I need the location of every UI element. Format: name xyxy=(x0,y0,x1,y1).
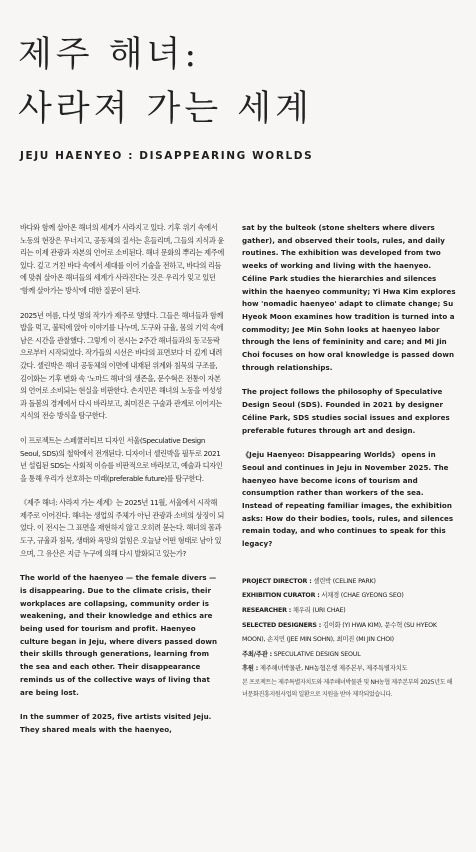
credit-value: 서채경 (CHAE GYEONG SEO) xyxy=(321,592,404,600)
english-paragraph: The project follows the philosophy of Speculative Design Seoul (SDS). Founded in 2021 by designer Céline Park, SDS studies social issues and explores preferable futures through art and design. xyxy=(242,387,450,435)
left-column xyxy=(20,222,224,749)
credit-line xyxy=(242,619,456,648)
right-column xyxy=(242,222,456,712)
english-paragraph: sat by the bulteok (stone shelters where divers gather), and observed their tools, rules, and daily routines. The exhibition was developed from two weeks of working and living with the haenyeo. Céline Park studies the hierarchies and silences within the haenyeo community; Yi Hwa Kim explores how 'nomadic haenyeo' adapt to climate change; Su Hyeok Moon examines how tradition is turned into a commodity; Jee Min Sohn looks at haenyeo labor through the lens of femininity and care; and Mi Jin Choi focuses on how oral knowledge is passed down through relationships. xyxy=(242,223,456,372)
credit-line xyxy=(242,662,456,677)
credit-value: SPECULATIVE DESIGN SEOUL xyxy=(273,650,361,658)
credit-value: 제주해녀박물관, NH농협은행 제주본부, 제주특별자치도 xyxy=(259,665,408,673)
korean-paragraph: 2025년 여름, 다섯 명의 작가가 제주로 향했다. 그들은 해녀들과 함께 밥을 먹고, 불턱에 앉아 이야기를 나누며, 도구와 규율, 몸의 기억 속에 남은 시간을 관찰했다. 그렇게 이 전시는 2주간 해녀들과의 동고동락으로부터 시작되었다. 작가들의 시선은 바다의 표면보다 더 깊게 내려갔다. 셀린박은 해녀 공동체의 이면에 내재된 위계와 침묵의 구조를, 김이화는 기후 변화 속 '노마드 해녀'의 생존을, 문수혁은 전통이 자본의 언어로 소비되는 현실을 비판한다. 손지민은 해녀의 노동을 여성성과 돌봄의 경계에서 다시 바라보고, 최미진은 구술과 관계로 이어지는 지식의 전승 방식을 탐구한다. xyxy=(20,310,224,421)
korean-paragraph: 《제주 해녀: 사라져 가는 세계》는 2025년 11월, 서울에서 시작해 제주로 이어진다. 해녀는 생업의 주체가 아닌 관광과 소비의 상징이 되었다. 이 전시는 그 표면을 재현하지 않고 오히려 묻는다. 해녀의 몸과 도구, 규율과 침묵, 생태와 욕망의 얽힘은 오늘날 어떤 형태로 남아 있으며, 그 유산은 지금 누구에 의해 다시 발화되고 있는가? xyxy=(20,498,224,558)
english-paragraph: In the summer of 2025, five artists visited Jeju. They shared meals with the haenyeo, xyxy=(20,712,212,734)
english-paragraph: 《Jeju Haenyeo: Disappearing Worlds》 opens in Seoul and continues in Jeju in November 2025. The haenyeo have become icons of tourism and consumption rather than workers of the sea. Instead of repeating familiar images, the exhibition asks: How do their bodies, tools, rules, and silences remain today, and who continues to speak for this legacy? xyxy=(242,450,454,549)
credit-value: 셀린박 (CELINE PARK) xyxy=(313,577,376,585)
support-note: 본 프로젝트는 제주특별자치도와 제주해녀박물관 및 NH농협 제주본부의 2025년도 해녀문화진흥지원사업의 일환으로 지원을 받아 제작되었습니다. xyxy=(242,679,453,698)
english-paragraph: The world of the haenyeo — the female divers — is disappearing. Due to the climate crisis, their workplaces are collapsing, community order is weakening, and their knowledge and ethics are being used for tourism and profit. Haenyeo culture began in Jeju, where divers passed down their skills through generations, learning from the sea and each other. Their disappearance reminds us of the collective ways of living that are being lost. xyxy=(20,573,218,697)
credit-label: SELECTED DESIGNERS : xyxy=(242,621,322,629)
credit-value: 채우리 (URI CHAE) xyxy=(292,607,346,615)
credit-label: EXHIBITION CURATOR : xyxy=(242,592,320,600)
credit-line xyxy=(242,589,456,604)
credit-line xyxy=(242,604,456,619)
credit-label: PROJECT DIRECTOR : xyxy=(242,577,312,585)
korean-paragraph: 바다와 함께 살아온 해녀의 세계가 사라지고 있다. 기후 위기 속에서 노동의 현장은 무너지고, 공동체의 질서는 흔들리며, 그들의 지식과 윤리는 이제 관광과 자본의 언어로 소비된다. 해녀 문화의 뿌리는 제주에 있다. 깊고 거친 바다 속에서 세대를 이어 기술을 전하고, 바다의 리듬에 맞춰 살아온 해녀들의 세계가 사라진다는 것은 우리가 잊고 있던 '함께 살아가는 방식'에 대한 질문이 된다. xyxy=(20,223,224,295)
page-title-line-2: 사라져 가는 세계 xyxy=(18,89,313,129)
credit-line xyxy=(242,575,456,590)
credit-label: RESEARCHER : xyxy=(242,607,292,615)
korean-paragraph: 이 프로젝트는 스페큘러티브 디자인 서울(Speculative Design Seoul, SDS)의 철학에서 전개된다. 디자이너 셀린박을 필두로 2021년 설립된 SDS는 사회적 이슈를 비판적으로 바라보고, 예술과 디자인을 통해 우리가 선호하는 미래(preferable future)를 탐구한다. xyxy=(20,435,223,483)
credit-value: 김이화 (YI HWA KIM), 문수혁 (SU HYEOK MOON), 손지민 (JEE MIN SOHN), 최미진 (MI JIN CHOI) xyxy=(242,621,437,644)
credit-label: 주최/주관 : xyxy=(242,650,272,658)
credit-line xyxy=(242,648,456,663)
credit-label: 후원 : xyxy=(242,665,259,673)
page-title-line-1: 제주 해녀: xyxy=(18,35,201,75)
credits-block xyxy=(242,575,456,677)
page-subtitle: JEJU HAENYEO : DISAPPEARING WORLDS xyxy=(20,150,314,162)
